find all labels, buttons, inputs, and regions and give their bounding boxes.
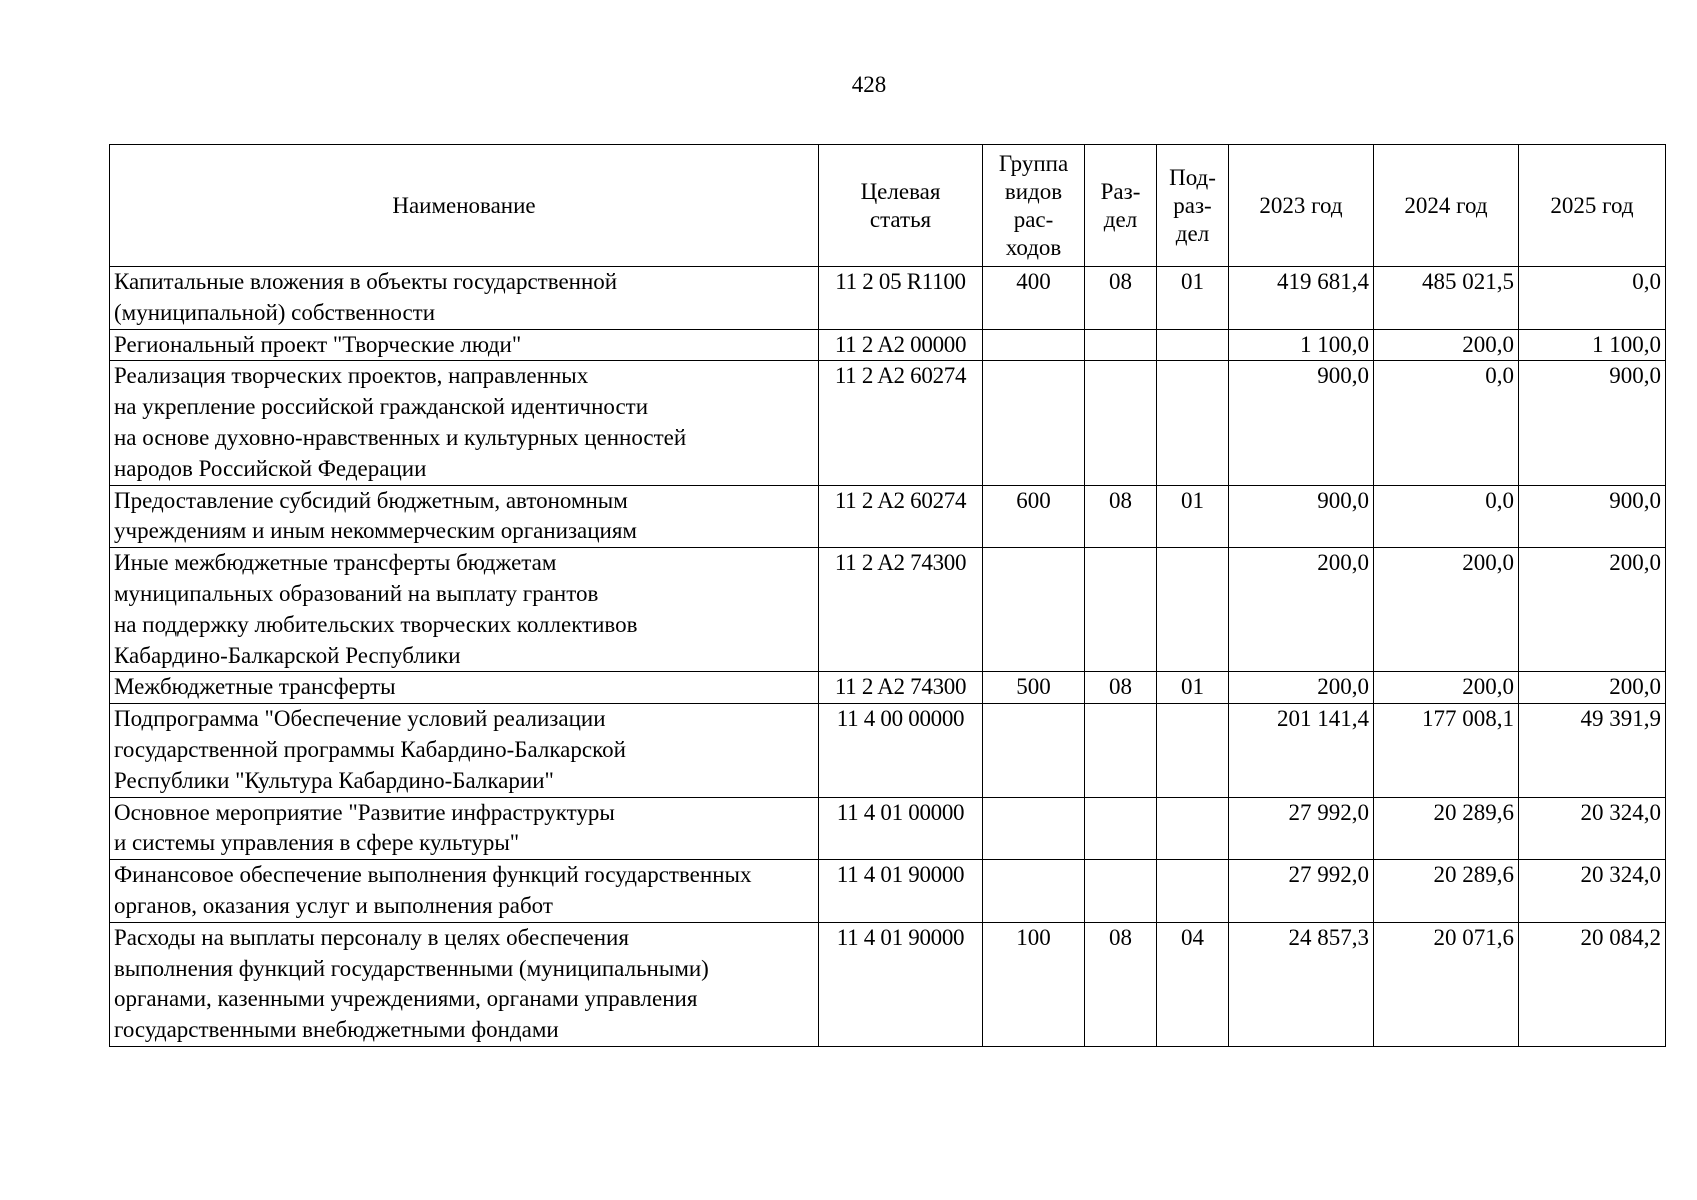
cell-2023: 419 681,4	[1229, 267, 1374, 330]
cell-expense-group	[983, 797, 1085, 860]
header-subsection: Под- раз- дел	[1157, 145, 1229, 267]
cell-2024: 200,0	[1374, 329, 1519, 361]
cell-expense-group: 600	[983, 485, 1085, 548]
cell-expense-group	[983, 548, 1085, 672]
cell-2025: 0,0	[1519, 267, 1666, 330]
cell-2023: 200,0	[1229, 548, 1374, 672]
header-section: Раз- дел	[1085, 145, 1157, 267]
cell-2024: 20 289,6	[1374, 860, 1519, 923]
cell-2025: 200,0	[1519, 548, 1666, 672]
table-row	[110, 704, 1666, 797]
cell-2024: 0,0	[1374, 485, 1519, 548]
cell-target-article: 11 2 A2 00000	[819, 329, 983, 361]
cell-section	[1085, 797, 1157, 860]
cell-2023: 201 141,4	[1229, 704, 1374, 797]
table-row	[110, 672, 1666, 704]
cell-2023: 24 857,3	[1229, 922, 1374, 1046]
cell-2025: 20 324,0	[1519, 797, 1666, 860]
cell-name: Основное мероприятие "Развитие инфраструктуры и системы управления в сфере культуры"	[110, 797, 819, 860]
cell-2024: 0,0	[1374, 361, 1519, 485]
cell-name: Расходы на выплаты персоналу в целях обеспечения выполнения функций государственными (муниципальными) органами, казенными учреждениями, органами управления государственными внебюджетными фондами	[110, 922, 819, 1046]
cell-2025: 49 391,9	[1519, 704, 1666, 797]
cell-2025: 200,0	[1519, 672, 1666, 704]
cell-target-article: 11 4 01 90000	[819, 922, 983, 1046]
budget-table	[109, 144, 1666, 1047]
cell-name: Реализация творческих проектов, направленных на укрепление российской гражданской идентичности на основе духовно-нравственных и культурных ценностей народов Российской Федерации	[110, 361, 819, 485]
cell-name: Подпрограмма "Обеспечение условий реализации государственной программы Кабардино-Балкарской Республики "Культура Кабардино-Балкарии"	[110, 704, 819, 797]
cell-2025: 900,0	[1519, 485, 1666, 548]
cell-name: Межбюджетные трансферты	[110, 672, 819, 704]
cell-expense-group	[983, 329, 1085, 361]
cell-name: Региональный проект "Творческие люди"	[110, 329, 819, 361]
cell-target-article: 11 4 00 00000	[819, 704, 983, 797]
cell-expense-group: 500	[983, 672, 1085, 704]
cell-expense-group: 100	[983, 922, 1085, 1046]
cell-subsection	[1157, 548, 1229, 672]
cell-subsection	[1157, 860, 1229, 923]
cell-2025: 1 100,0	[1519, 329, 1666, 361]
cell-target-article: 11 4 01 00000	[819, 797, 983, 860]
cell-section	[1085, 704, 1157, 797]
cell-section	[1085, 361, 1157, 485]
cell-section	[1085, 329, 1157, 361]
cell-target-article: 11 2 A2 60274	[819, 361, 983, 485]
cell-2023: 27 992,0	[1229, 860, 1374, 923]
cell-section: 08	[1085, 672, 1157, 704]
table-row	[110, 361, 1666, 485]
cell-2024: 20 289,6	[1374, 797, 1519, 860]
table-row	[110, 922, 1666, 1046]
cell-2024: 200,0	[1374, 672, 1519, 704]
cell-subsection	[1157, 797, 1229, 860]
table-header-row	[110, 145, 1666, 267]
cell-2025: 20 324,0	[1519, 860, 1666, 923]
cell-name: Капитальные вложения в объекты государственной (муниципальной) собственности	[110, 267, 819, 330]
cell-subsection: 04	[1157, 922, 1229, 1046]
cell-expense-group	[983, 860, 1085, 923]
cell-subsection: 01	[1157, 267, 1229, 330]
cell-target-article: 11 2 A2 74300	[819, 672, 983, 704]
cell-section: 08	[1085, 485, 1157, 548]
header-target-article: Целевая статья	[819, 145, 983, 267]
cell-name: Иные межбюджетные трансферты бюджетам муниципальных образований на выплату грантов на поддержку любительских творческих коллективов Кабардино-Балкарской Республики	[110, 548, 819, 672]
cell-subsection	[1157, 329, 1229, 361]
cell-target-article: 11 4 01 90000	[819, 860, 983, 923]
cell-2023: 900,0	[1229, 361, 1374, 485]
cell-2025: 900,0	[1519, 361, 1666, 485]
cell-expense-group	[983, 361, 1085, 485]
cell-2024: 485 021,5	[1374, 267, 1519, 330]
cell-target-article: 11 2 05 R1100	[819, 267, 983, 330]
cell-2024: 200,0	[1374, 548, 1519, 672]
cell-target-article: 11 2 A2 74300	[819, 548, 983, 672]
header-2024: 2024 год	[1374, 145, 1519, 267]
cell-section	[1085, 548, 1157, 672]
cell-expense-group: 400	[983, 267, 1085, 330]
cell-subsection: 01	[1157, 485, 1229, 548]
header-name: Наименование	[110, 145, 819, 267]
table-row	[110, 485, 1666, 548]
header-2025: 2025 год	[1519, 145, 1666, 267]
table-body	[110, 267, 1666, 1047]
cell-section: 08	[1085, 267, 1157, 330]
cell-2024: 20 071,6	[1374, 922, 1519, 1046]
cell-subsection: 01	[1157, 672, 1229, 704]
table-row	[110, 860, 1666, 923]
cell-subsection	[1157, 361, 1229, 485]
header-expense-group: Группа видов рас- ходов	[983, 145, 1085, 267]
header-2023: 2023 год	[1229, 145, 1374, 267]
table-row	[110, 548, 1666, 672]
table-row	[110, 267, 1666, 330]
page-number: 428	[851, 72, 887, 97]
cell-subsection	[1157, 704, 1229, 797]
cell-2024: 177 008,1	[1374, 704, 1519, 797]
cell-section	[1085, 860, 1157, 923]
cell-2023: 1 100,0	[1229, 329, 1374, 361]
cell-2023: 200,0	[1229, 672, 1374, 704]
cell-target-article: 11 2 A2 60274	[819, 485, 983, 548]
cell-2023: 27 992,0	[1229, 797, 1374, 860]
cell-expense-group	[983, 704, 1085, 797]
cell-section: 08	[1085, 922, 1157, 1046]
table-row	[110, 797, 1666, 860]
cell-name: Предоставление субсидий бюджетным, автономным учреждениям и иным некоммерческим организациям	[110, 485, 819, 548]
cell-2025: 20 084,2	[1519, 922, 1666, 1046]
cell-2023: 900,0	[1229, 485, 1374, 548]
table-row	[110, 329, 1666, 361]
cell-name: Финансовое обеспечение выполнения функций государственных органов, оказания услуг и выполнения работ	[110, 860, 819, 923]
